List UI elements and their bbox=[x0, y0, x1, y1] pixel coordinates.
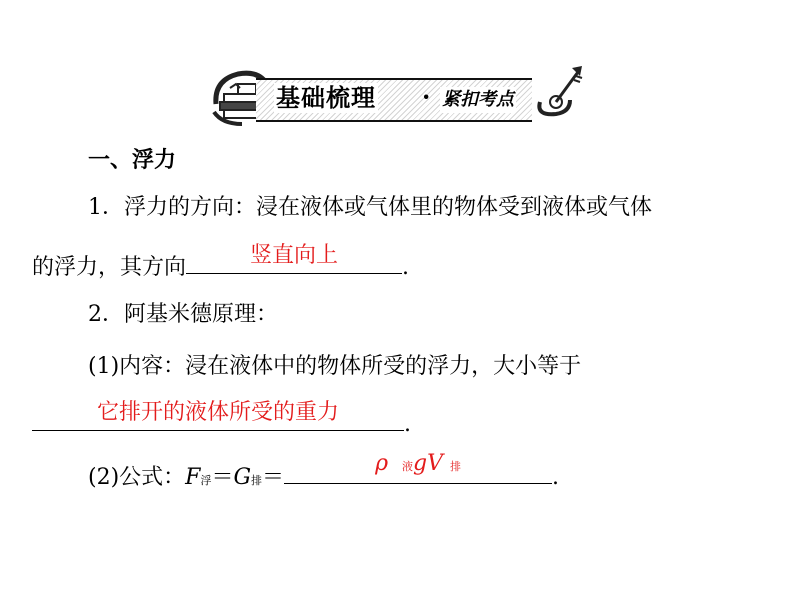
formula-rho-sub: 液 bbox=[402, 460, 414, 473]
answer-blank-principle bbox=[32, 400, 404, 431]
formula-line bbox=[88, 451, 560, 496]
formula-G: G bbox=[233, 465, 252, 490]
banner-title: 基础梳理 bbox=[276, 84, 376, 112]
section-banner bbox=[208, 62, 588, 128]
formula-eq1: ＝ bbox=[211, 465, 234, 490]
section-heading: 一、浮力 bbox=[88, 148, 177, 173]
answer-blank-formula bbox=[284, 451, 552, 484]
formula-G-sub: 排 bbox=[251, 474, 263, 487]
formula-eq2: ＝ bbox=[262, 465, 285, 490]
banner-dot: · bbox=[422, 82, 431, 111]
answer-principle: 它排开的液体所受的重力 bbox=[96, 400, 339, 425]
banner-subtitle: 紧扣考点 bbox=[440, 87, 516, 113]
item2-title: 2．阿基米德原理： bbox=[88, 302, 278, 327]
item1-suffix: . bbox=[402, 255, 410, 280]
item2-content-line bbox=[32, 400, 411, 440]
answer-formula bbox=[284, 449, 552, 482]
formula-suffix: . bbox=[552, 465, 560, 490]
item1-line2 bbox=[32, 243, 410, 283]
formula-F-sub: 浮 bbox=[200, 474, 212, 487]
target-arrow-icon bbox=[526, 62, 588, 118]
item2-content-suffix: . bbox=[404, 412, 411, 437]
formula-label: (2)公式： bbox=[88, 465, 186, 490]
formula-rho: ρ bbox=[375, 451, 389, 476]
formula-V: V bbox=[427, 451, 443, 476]
formula-V-sub: 排 bbox=[450, 460, 461, 473]
item1-prefix: 的浮力，其方向 bbox=[32, 255, 187, 280]
item2-content-label: (1)内容：浸在液体中的物体所受的浮力，大小等于 bbox=[88, 354, 582, 379]
item1-line1: 1．浮力的方向：浸在液体或气体里的物体受到液体或气体 bbox=[88, 195, 652, 220]
answer-blank-direction bbox=[186, 243, 402, 274]
formula-g: g bbox=[413, 451, 428, 476]
answer-direction: 竖直向上 bbox=[250, 243, 339, 268]
formula-F: F bbox=[185, 465, 201, 490]
